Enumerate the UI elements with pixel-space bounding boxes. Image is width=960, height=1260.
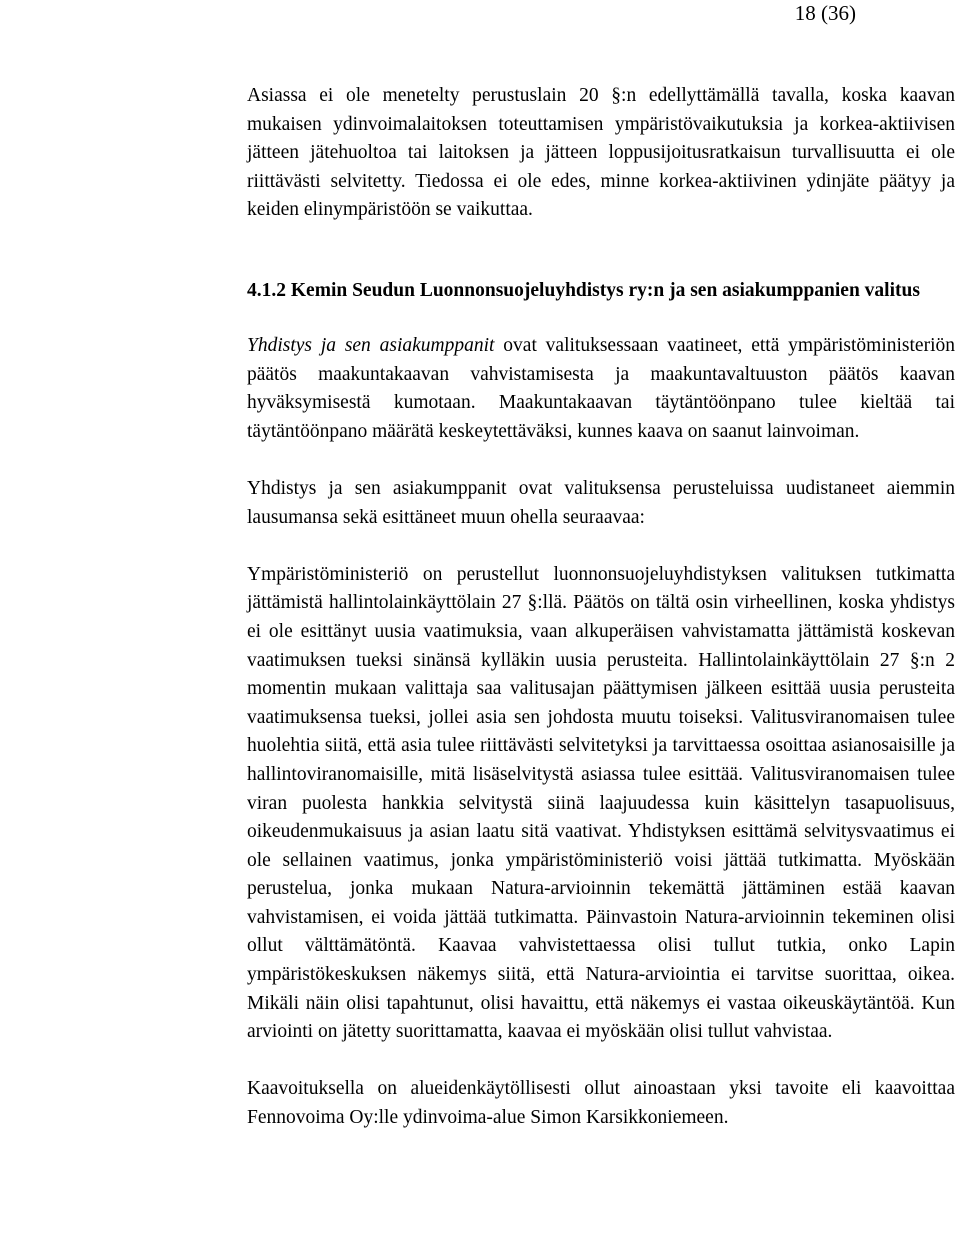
paragraph-text: ovat valituksessaan vaatineet, että ympäristöministeriön päätös maakuntakaavan vahvistamisesta ja maakuntavaltuuston päätös kaavan hyväksymisestä kumotaan. Maakuntakaavan täytäntöönpano tulee kieltää tai täytäntöönpano määrätä keskeytettäväksi, kunnes kaava on saanut lainvoiman. <box>247 335 955 442</box>
section-paragraph-2: Yhdistys ja sen asiakumppanit ovat valituksensa perusteluissa uudistaneet aiemmin lausumansa sekä esittäneet muun ohella seuraavaa: <box>247 477 955 528</box>
intro-block <box>247 82 955 225</box>
section-paragraph-1 <box>247 332 955 446</box>
section-body <box>247 332 955 1133</box>
page-number: 18 (36) <box>794 1 856 25</box>
section-paragraph-4: Kaavoituksella on alueidenkäytöllisesti ollut ainoastaan yksi tavoite eli kaavoittaa Fennovoima Oy:lle ydinvoima-alue Simon Karsikkoniemeen. <box>247 1078 955 1129</box>
section-heading: 4.1.2 Kemin Seudun Luonnonsuojeluyhdistys ry:n ja sen asiakumppanien valitus <box>247 280 920 301</box>
section-paragraph-3: Ympäristöministeriö on perustellut luonnonsuojeluyhdistyksen valituksen tutkimatta jättämistä hallintolainkäyttölain 27 §:llä. Päätös on tältä osin virheellinen, koska yhdistys ei ole esittänyt uusia vaatimuksia, vaan alkuperäisen vahvistamatta jättämistä koskevan vaatimuksen tueksi sinänsä kylläkin uusia perusteita. Hallintolainkäyttölain 27 §:n 2 momentin mukaan valittaja saa valitusajan päättymisen jälkeen esittää uusia perusteita vaatimuksensa tueksi, jollei asia sen johdosta muutu toiseksi. Valitusviranomaisen tulee huolehtia siitä, että asia tulee riittävästi selvitetyksi ja tarvittaessa osoittaa asianosaisille ja hallintoviranomaisille, mitä lisäselvitystä asiassa tulee esittää. Valitusviranomaisen tulee viran puolesta hankkia selvitystä siinä laajuudessa kuin käsittelyn tasapuolisuus, oikeudenmukaisuus ja asian laatu sitä vaativat. Yhdistyksen esittämä selvitysvaatimus ei ole sellainen vaatimus, jonka ympäristöministeriö voisi jättää tutkimatta. Myöskään perustelua, jonka mukaan Natura-arvioinnin tekemättä jättäminen estää kaavan vahvistamisen, ei voida jättää tutkimatta. Päinvastoin Natura-arvioinnin tekeminen olisi ollut välttämätöntä. Kaavaa vahvistettaessa olisi tullut tutkia, onko Lapin ympäristökeskuksen näkemys siitä, että Natura-arviointia ei tarvitse suorittaa, oikea. Mikäli näin olisi tapahtunut, olisi havaittu, että näkemys ei vastaa oikeuskäytäntöä. Kun arviointi on jätetty suorittamatta, kaavaa ei myöskään olisi tullut vahvistaa. <box>247 563 955 1043</box>
intro-paragraph: Asiassa ei ole menetelty perustuslain 20 §:n edellyttämällä tavalla, koska kaavan mukaisen ydinvoimalaitoksen toteuttamisen ympäristövaikutuksia ja korkea-aktiivisen jätteen jätehuoltoa tai laitoksen ja jätteen loppusijoitusratkaisun turvallisuutta ei ole riittävästi selvitetty. Tiedossa ei ole edes, minne korkea-aktiivinen ydinjäte päätyy ja keiden elinympäristöön se vaikuttaa. <box>247 85 955 221</box>
paragraph-italic-lead: Yhdistys ja sen asiakumppanit <box>247 335 495 356</box>
